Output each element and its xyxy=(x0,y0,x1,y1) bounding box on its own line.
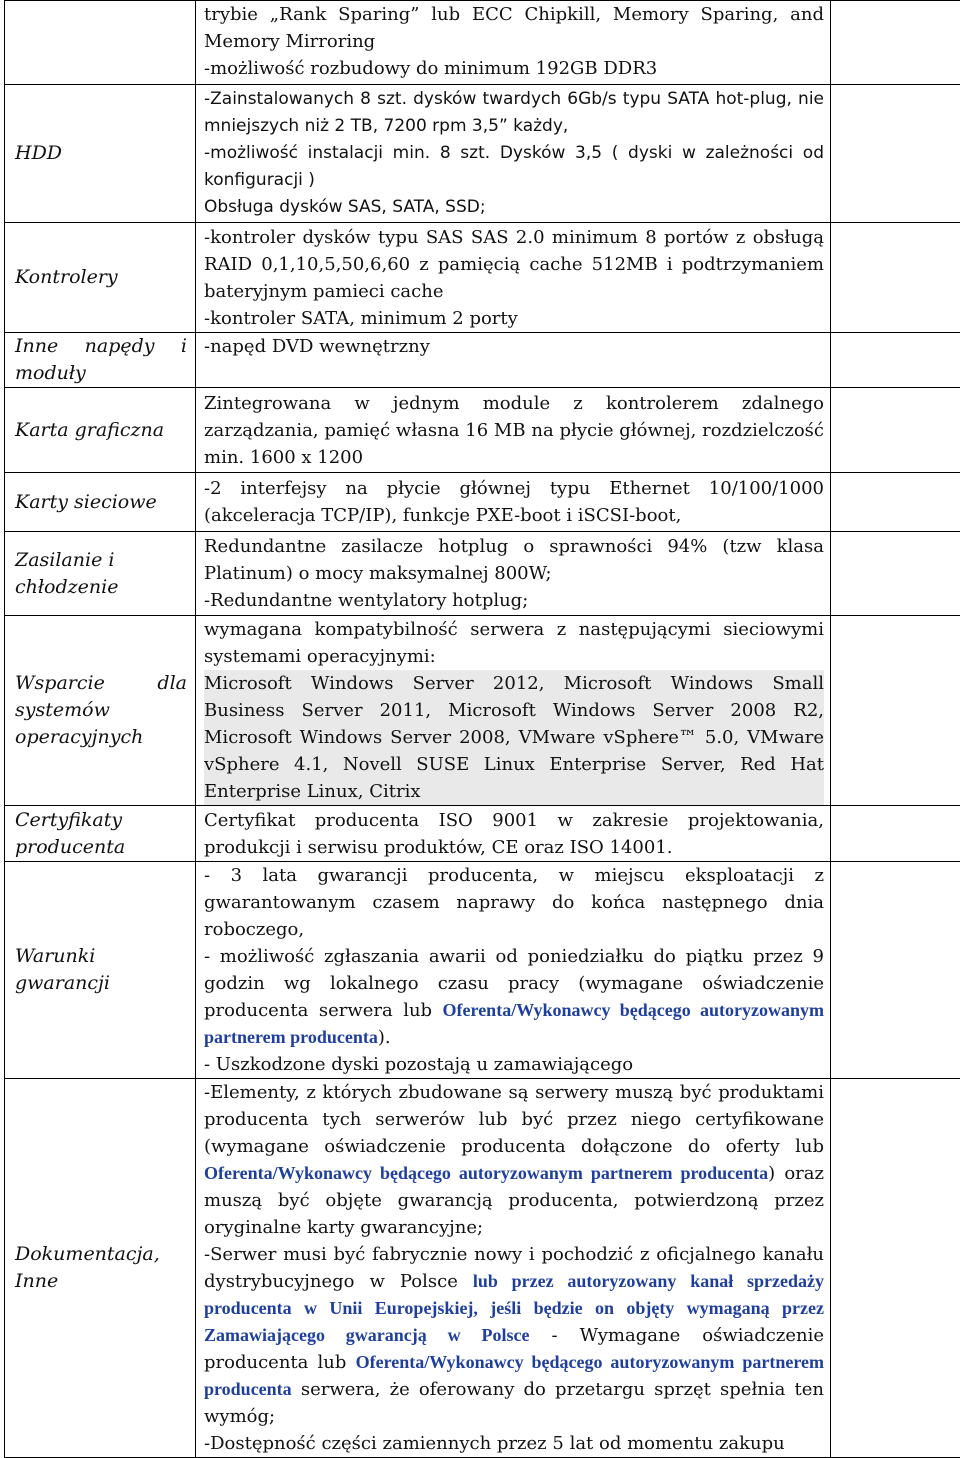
sas-controller-text: -kontroler dysków typu SAS SAS 2.0 minimum 8 portów z obsługą RAID 0,1,10,5,50,6,60 z pamięcią cache 512MB i podtrzymaniem bateryjnym pamieci cache xyxy=(204,224,824,305)
warranty-period-text: - 3 lata gwarancji producenta, w miejscu eksploatacji z gwarantowanym czasem naprawy do końca następnego dnia roboczego, xyxy=(204,862,824,943)
row-value-memory xyxy=(196,1,831,85)
row-empty-cell xyxy=(831,862,960,1079)
documentation-spare-parts-text: -Dostępność części zamiennych przez 5 lat od momentu zakupu xyxy=(204,1430,824,1457)
table-row xyxy=(5,1,960,85)
row-empty-cell xyxy=(831,223,960,333)
documentation-statement-part: - Wymagane oświadczenie producenta lub xyxy=(204,1325,824,1373)
row-value-network xyxy=(196,473,831,532)
warranty-reporting-end: ). xyxy=(378,1027,391,1048)
table-row xyxy=(5,473,960,532)
documentation-components-highlight: Oferenta/Wykonawcy będącego autoryzowanym partnerem producenta xyxy=(204,1163,768,1183)
certificates-text: Certyfikat producenta ISO 9001 w zakresie projektowania, produkcji i serwisu produktów, CE oraz ISO 14001. xyxy=(204,807,824,861)
row-value-certificates xyxy=(196,806,831,862)
row-label-certificates: Certyfikaty producenta xyxy=(5,806,196,862)
documentation-partner-highlight: Oferenta/Wykonawcy będącego autoryzowanym partnerem producenta xyxy=(204,1352,824,1399)
specification-table xyxy=(4,0,960,1458)
row-empty-cell xyxy=(831,532,960,616)
network-text: -2 interfejsy na płycie głównej typu Ethernet 10/100/1000 (akceleracja TCP/IP), funkcje PXE-boot i iSCSI-boot, xyxy=(204,475,824,529)
warranty-disks-text: - Uszkodzone dyski pozostają u zamawiającego xyxy=(204,1051,824,1078)
row-value-documentation xyxy=(196,1079,831,1458)
documentation-new-server-text xyxy=(204,1241,824,1430)
row-label-controllers: Kontrolery xyxy=(5,223,196,333)
table-row xyxy=(5,862,960,1079)
row-empty-cell xyxy=(831,1079,960,1458)
row-label-warranty: Warunki gwarancji xyxy=(5,862,196,1079)
table-row xyxy=(5,1079,960,1458)
memory-mode-text: trybie „Rank Sparing” lub ECC Chipkill, Memory Sparing, and Memory Mirroring xyxy=(204,1,824,55)
row-value-controllers xyxy=(196,223,831,333)
graphics-text: Zintegrowana w jednym module z kontrolerem zdalnego zarządzania, pamięć własna 16 MB na płycie głównej, rozdzielczość min. 1600 x 1200 xyxy=(204,390,824,471)
row-value-warranty xyxy=(196,862,831,1079)
documentation-new-server-part: -Serwer musi być fabrycznie nowy i pochodzić z oficjalnego kanału dystrybucyjnego w Polsce xyxy=(204,1244,824,1292)
sata-controller-text: -kontroler SATA, minimum 2 porty xyxy=(204,305,824,332)
memory-expansion-text: -możliwość rozbudowy do minimum 192GB DDR3 xyxy=(204,55,824,82)
dvd-drive-text: -napęd DVD wewnętrzny xyxy=(204,333,824,360)
row-label-os-support: Wsparcie dla systemów operacyjnych xyxy=(5,616,196,806)
row-value-other-drives xyxy=(196,333,831,388)
documentation-channel-highlight: lub przez autoryzowany kanał sprzedaży producenta w Unii Europejskiej, jeśli będzie on objęty wymaganą przez Zamawiającego gwarancją w Polsce xyxy=(204,1271,824,1345)
table-row xyxy=(5,85,960,223)
row-value-hdd xyxy=(196,85,831,223)
table-row xyxy=(5,388,960,473)
row-empty-cell xyxy=(831,333,960,388)
table-row xyxy=(5,616,960,806)
row-value-graphics xyxy=(196,388,831,473)
warranty-reporting-part: - możliwość zgłaszania awarii od poniedziałku do piątku przez 9 godzin wg lokalnego czasu pracy (wymagane oświadczenie producenta serwera lub xyxy=(204,946,824,1021)
row-empty-cell xyxy=(831,616,960,806)
table-row xyxy=(5,223,960,333)
hdd-installed-text: -Zainstalowanych 8 szt. dysków twardych 6Gb/s typu SATA hot-plug, nie mniejszych niż 2 TB, 7200 rpm 3,5” każdy, xyxy=(204,86,824,140)
row-empty-cell xyxy=(831,388,960,473)
warranty-reporting-text xyxy=(204,943,824,1051)
row-value-os-support xyxy=(196,616,831,806)
row-empty-cell xyxy=(831,1,960,85)
hdd-support-text: Obsługa dysków SAS, SATA, SSD; xyxy=(204,194,824,221)
table-row xyxy=(5,806,960,862)
documentation-new-server-end: serwera, że oferowany do przetargu sprzęt spełnia ten wymóg; xyxy=(204,1379,824,1427)
table-row xyxy=(5,532,960,616)
table-row xyxy=(5,333,960,388)
psu-text: Redundantne zasilacze hotplug o sprawności 94% (tzw klasa Platinum) o mocy maksymalnej 800W; xyxy=(204,533,824,587)
documentation-components-part: -Elementy, z których zbudowane są serwery muszą być produktami producenta tych serwerów lub być przez niego certyfikowane (wymagane oświadczenie producenta dołączone do oferty lub xyxy=(204,1082,824,1157)
row-label-documentation: Dokumentacja, Inne xyxy=(5,1079,196,1458)
os-list-text: Microsoft Windows Server 2012, Microsoft Windows Small Business Server 2011, Microsoft Windows Server 2008 R2, Microsoft Windows Server 2008, VMware vSphere™ 5.0, VMware vSphere 4.1, Novell SUSE Linux Enterprise Server, Red Hat Enterprise Linux, Citrix xyxy=(204,670,824,805)
row-label-hdd: HDD xyxy=(5,85,196,223)
row-label-network: Karty sieciowe xyxy=(5,473,196,532)
row-empty-cell xyxy=(831,85,960,223)
documentation-components-text xyxy=(204,1079,824,1241)
row-label-other-drives: Inne napędy i moduły xyxy=(5,333,196,388)
row-value-power xyxy=(196,532,831,616)
os-compat-text: wymagana kompatybilność serwera z następującymi sieciowymi systemami operacyjnymi: xyxy=(204,616,824,670)
row-label-power: Zasilanie i chłodzenie xyxy=(5,532,196,616)
row-empty-cell xyxy=(831,806,960,862)
documentation-components-end: ) oraz muszą być objęte gwarancją producenta, potwierdzoną przez oryginalne karty gwarancyjne; xyxy=(204,1163,824,1238)
row-label-graphics: Karta graficzna xyxy=(5,388,196,473)
fans-text: -Redundantne wentylatory hotplug; xyxy=(204,587,824,614)
row-empty-cell xyxy=(831,473,960,532)
hdd-capacity-text: -możliwość instalacji min. 8 szt. Dysków 3,5 ( dyski w zależności od konfiguracji ) xyxy=(204,140,824,194)
row-label-memory xyxy=(5,1,196,85)
warranty-reporting-highlight: Oferenta/Wykonawcy będącego autoryzowanym partnerem producenta xyxy=(204,1000,824,1047)
